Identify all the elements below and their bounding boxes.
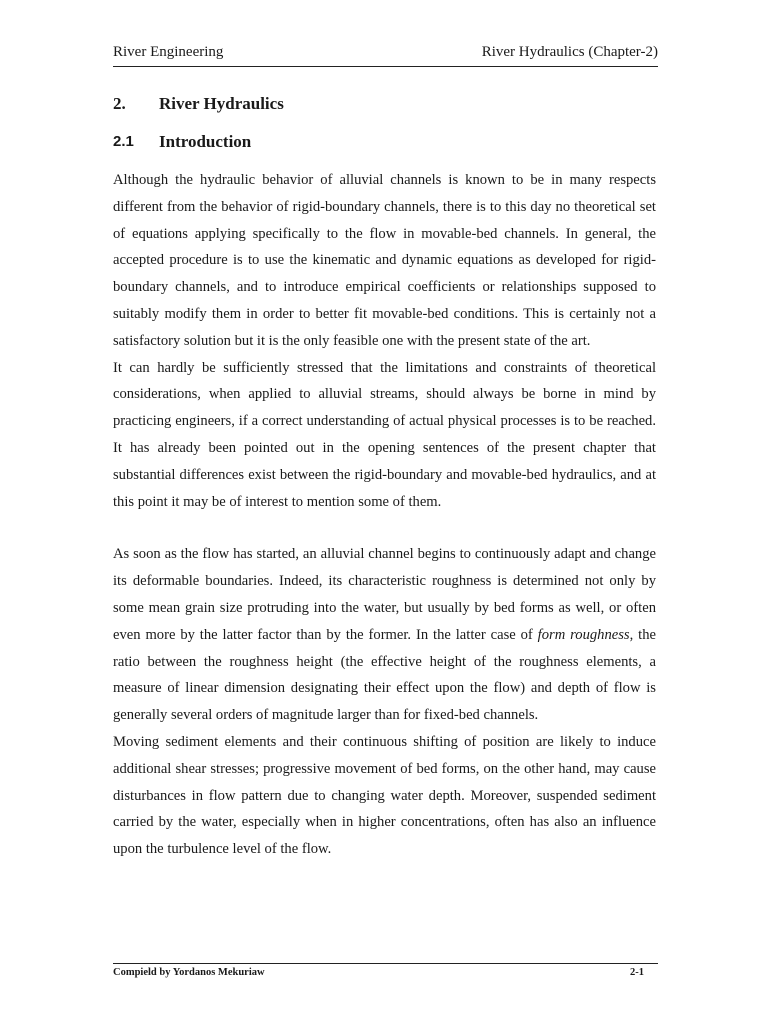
page-content (113, 92, 656, 863)
header-left-title: River Engineering (113, 44, 224, 60)
paragraph-3-text-b: , the ratio between the roughness height (the effective height of the roughness elements, a measure of linear dimension designating their effect upon the flow) and depth of flow is generally several orders of magnitude larger than for fixed-bed channels. (113, 626, 656, 724)
page-footer (113, 963, 658, 978)
running-header (113, 44, 658, 67)
chapter-title: River Hydraulics (159, 94, 284, 113)
section-title: Introduction (159, 132, 252, 151)
form-roughness-term: form roughness (537, 626, 630, 643)
section-number: 2.1 (113, 133, 134, 150)
paragraph-2: It can hardly be sufficiently stressed that the limitations and constraints of theoretical considerations, when applied to alluvial streams, should always be borne in mind by practicing engineers, if a correct understanding of actual physical processes is to be reached. It has already been pointed out in the opening sentences of the present chapter that substantial differences exist between the rigid-boundary and movable-bed hydraulics, and at this point it may be of interest to mention some of them. (113, 359, 656, 510)
section-heading (113, 130, 656, 154)
chapter-number: 2. (113, 94, 126, 113)
chapter-heading (113, 92, 656, 116)
paragraph-1: Although the hydraulic behavior of alluvial channels is known to be in many respects different from the behavior of rigid-boundary channels, there is to this day no theoretical set of equations applying specifically to the flow in movable-bed channels. In general, the accepted procedure is to use the kinematic and dynamic equations as developed for rigid-boundary channels, and to introduce empirical coefficients or relationships supposed to suitably modify them in order to better fit movable-bed conditions. This is certainly not a satisfactory solution but it is the only feasible one with the present state of the art. (113, 172, 656, 349)
page-number: 2-1 (630, 967, 644, 978)
header-right-title: River Hydraulics (Chapter-2) (481, 44, 658, 60)
footer-author: Compield by Yordanos Mekuriaw (113, 967, 265, 978)
paragraph-4: Moving sediment elements and their continuous shifting of position are likely to induce additional shear stresses; progressive movement of bed forms, on the other hand, may cause disturbances in flow pattern due to changing water depth. Moreover, suspended sediment carried by the water, especially when in higher concentrations, often has also an influence upon the turbulence level of the flow. (113, 733, 656, 858)
paragraph-3-text-a: As soon as the flow has started, an alluvial channel begins to continuously adapt and change its deformable boundaries. Indeed, its characteristic roughness is determined not only by some mean grain size protruding into the water, but usually by bed forms as well, or often even more by the latter factor than by the former. In the latter case of (113, 546, 656, 643)
paragraph-3 (113, 541, 656, 729)
